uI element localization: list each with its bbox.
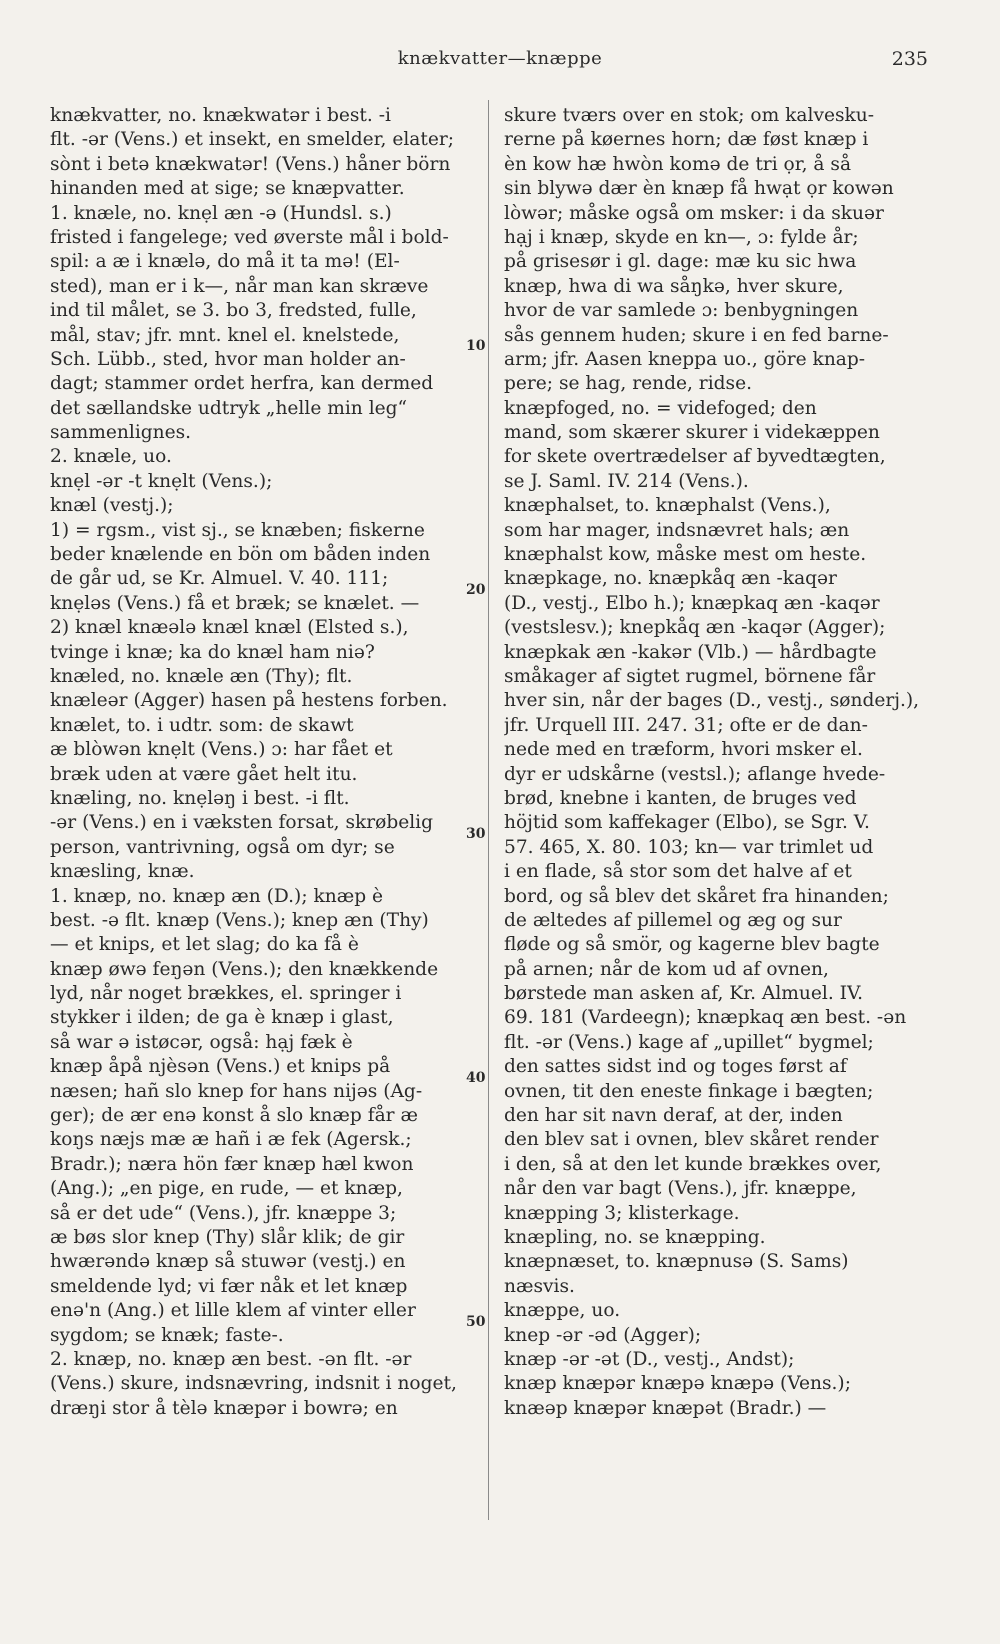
text-line: den blev sat i ovnen, blev skåret render [504,1129,879,1151]
line-number-40: 40 [466,1070,486,1086]
text-line: på grisesør i gl. dage: mæ ku sic hwa [504,251,857,273]
text-line: sin blywə dær èn knæp få hwạt ọr kowən [504,178,894,200]
text-line: på arnen; når de kom ud af ovnen, [504,958,829,980]
text-line: knep -ər -əd (Agger); [504,1324,702,1346]
text-line: dagt; stammer ordet herfra, kan dermed [50,373,434,395]
text-line: knæpping 3; klisterkage. [504,1202,740,1224]
text-line: — et knips, et let slag; do ka få è [50,934,359,956]
text-line: knæp åpå njèsən (Vens.) et knips på [50,1056,391,1078]
text-line: når den var bagt (Vens.), jfr. knæppe, [504,1178,857,1200]
text-line: knæpnæset, to. knæpnusə (S. Sams) [504,1251,849,1273]
text-line: æ bøs slor knep (Thy) slår klik; de gir [50,1226,405,1248]
text-line: i en flade, så stor som det halve af et [504,861,852,883]
text-line: Bradr.); næra hön fær knæp hæl kwon [50,1153,414,1175]
text-line: 69. 181 (Vardeegn); knæpkaq æn best. -ən [504,1007,907,1029]
text-line: 2. knæp, no. knæp æn best. -ən flt. -ər [50,1348,412,1370]
text-line: beder knælende en bön om båden inden [50,544,431,566]
text-line: höjtid som kaffekager (Elbo), se Sgr. V. [504,812,870,834]
text-line: person, vantrivning, også om dyr; se [50,836,395,858]
text-line: (Vens.) skure, indsnævring, indsnit i noget, [50,1373,457,1395]
text-line: knælet, to. i udtr. som: de skawt [50,714,354,736]
text-line: fløde og så smör, og kagerne blev bagte [504,934,880,956]
text-line: bræk uden at være gået helt itu. [50,763,358,785]
line-number-10: 10 [466,338,486,354]
text-line: de går ud, se Kr. Almuel. V. 40. 111; [50,568,389,590]
text-line: hvor de var samlede ɔ: benbygningen [504,300,859,322]
text-line: knæphalset, to. knæphalst (Vens.), [504,495,831,517]
text-line: knæpkak æn -kakər (Vlb.) — hårdbagte [504,641,877,663]
text-line: jfr. Urquell III. 247. 31; ofte er de dan- [504,714,868,736]
right-column [504,104,932,1421]
text-line: koŋs næjs mæ æ hañ i æ fek (Agersk.; [50,1129,412,1151]
text-line: børstede man asken af, Kr. Almuel. IV. [504,983,864,1005]
text-line: knæling, no. knẹləŋ i best. -i flt. [50,787,350,809]
text-line: flt. -ər (Vens.) et insekt, en smelder, elater; [50,129,455,151]
text-line: i den, så at den let kunde brækkes over, [504,1153,882,1175]
text-line: lòwər; måske også om msker: i da skuər [504,202,884,224]
text-line: knæpling, no. se knæpping. [504,1226,766,1248]
text-line: se J. Saml. IV. 214 (Vens.). [504,470,749,492]
text-line: knẹləs (Vens.) få et bræk; se knælet. — [50,592,420,614]
text-line: 2. knæle, uo. [50,446,172,468]
page-number: 235 [891,48,928,70]
text-line: hwærəndə knæp så stuwər (vestj.) en [50,1251,406,1273]
text-line: (D., vestj., Elbo h.); knæpkaq æn -kaqər [504,592,880,614]
text-line: knæpkage, no. knæpkåq æn -kaqər [504,568,837,590]
text-line: for skete overtrædelser af byvedtægten, [504,446,886,468]
text-line: æ blòwən knẹlt (Vens.) ɔ: har fået et [50,739,393,761]
text-line: hver sin, når der bages (D., vestj., sønderj.), [504,690,920,712]
text-line: -ər (Vens.) en i væksten forsat, skrøbelig [50,812,434,834]
text-line: Sch. Lübb., sted, hvor man holder an- [50,348,406,370]
text-line: 57. 465, X. 80. 103; kn— var trimlet ud [504,836,874,858]
text-line: brød, knebne i kanten, de bruges ved [504,787,857,809]
text-line: dyr er udskårne (vestsl.); aflange hvede- [504,763,886,785]
text-line: knæphalst kow, måske mest om heste. [504,544,867,566]
text-line: flt. -ər (Vens.) kage af „upillet“ bygmel; [504,1031,874,1053]
text-line: tvinge i knæ; ka do knæl ham niə? [50,641,375,663]
text-line: enə'n (Ang.) et lille klem af vinter eller [50,1300,416,1322]
text-line: knækvatter, no. knækwatər i best. -i [50,105,391,126]
text-line: mål, stav; jfr. mnt. knel el. knelstede, [50,324,400,346]
text-line: næsvis. [504,1275,575,1297]
text-line: mand, som skærer skurer i videkæppen [504,422,880,444]
running-title: knækvatter—knæppe [397,48,603,69]
text-line: det sællandske udtryk „helle min leg“ [50,397,408,419]
left-column [50,104,478,1421]
text-line: de æltedes af pillemel og æg og sur [504,909,842,931]
text-line: (Ang.); „en pige, en rude, — et knæp, [50,1178,403,1200]
text-line: småkager af sigtet rugmel, börnene får [504,665,876,687]
text-line: knæl (vestj.); [50,495,174,517]
text-line: best. -ə flt. knæp (Vens.); knep æn (Thy) [50,909,429,931]
text-line: stykker i ilden; de ga è knæp i glast, [50,1007,394,1029]
line-number-50: 50 [466,1314,486,1330]
text-line: sted), man er i k—, når man kan skræve [50,275,429,297]
line-number-30: 30 [466,826,486,842]
text-line: fristed i fangelege; ved øverste mål i bold- [50,226,449,248]
text-line: 2) knæl knæələ knæl knæl (Elsted s.), [50,617,409,639]
text-line: den sattes sidst ind og toges først af [504,1056,847,1078]
line-number-20: 20 [466,582,486,598]
text-line: knæp, hwa di wa såŋkə, hver skure, [504,275,844,297]
text-line: knæp knæpər knæpə knæpə (Vens.); [504,1373,851,1395]
text-line: knæppe, uo. [504,1300,621,1322]
text-line: sygdom; se knæk; faste-. [50,1324,284,1346]
text-line: den har sit navn deraf, at der, inden [504,1105,843,1127]
text-line: èn kow hæ hwòn komə de tri ọr, å så [504,153,852,175]
text-line: ovnen, tit den eneste finkage i bægten; [504,1080,874,1102]
text-line: ind til målet, se 3. bo 3, fredsted, fulle, [50,300,417,322]
text-line: 1. knæle, no. knẹl æn -ə (Hundsl. s.) [50,202,392,224]
text-line: knæleər (Agger) hasen på hestens forben. [50,690,448,712]
text-line: spil: a æ i knælə, do må it ta mə! (El- [50,251,400,273]
text-line: skure tværs over en stok; om kalvesku- [504,105,875,126]
text-line: sònt i betə knækwatər! (Vens.) håner börn [50,153,451,175]
text-line: smeldende lyd; vi fær nåk et let knæp [50,1275,408,1297]
text-line: dræŋi stor å tèlə knæpər i bowrə; en [50,1397,398,1419]
text-line: så er det ude“ (Vens.), jfr. knæppe 3; [50,1202,397,1224]
text-line: 1. knæp, no. knæp æn (D.); knæp è [50,885,384,907]
text-line: knẹl -ər -t knẹlt (Vens.); [50,470,273,492]
text-line: 1) = rgsm., vist sj., se knæben; fiskerne [50,519,425,541]
text-line: rerne på køernes horn; dæ føst knæp i [504,129,869,151]
text-line: hạj i knæp, skyde en kn—, ɔ: fylde år; [504,226,859,248]
text-line: bord, og så blev det skåret fra hinanden; [504,885,889,907]
text-line: knæpfoged, no. = videfoged; den [504,397,817,419]
text-line: næsen; hañ slo knep for hans nijəs (Ag- [50,1080,423,1102]
text-line: (vestslesv.); knepkåq æn -kaqər (Agger); [504,617,886,639]
text-line: arm; jfr. Aasen kneppa uo., göre knap- [504,348,866,370]
text-line: knæsling, knæ. [50,861,195,883]
text-line: knæəp knæpər knæpət (Bradr.) — [504,1397,827,1419]
text-line: hinanden med at sige; se knæpvatter. [50,178,405,200]
text-line: knæled, no. knæle æn (Thy); flt. [50,665,353,687]
text-line: pere; se hag, rende, ridse. [504,373,753,395]
text-line: sås gennem huden; skure i en fed barne- [504,324,889,346]
text-line: nede med en træform, hvori msker el. [504,739,863,761]
text-line: som har mager, indsnævret hals; æn [504,519,850,541]
text-line: knæp -ər -ət (D., vestj., Andst); [504,1348,795,1370]
text-line: ger); de ær enə konst å slo knæp får æ [50,1105,418,1127]
page-header [0,48,1000,78]
text-line: knæp øwə feŋən (Vens.); den knækkende [50,958,439,980]
text-line: sammenlignes. [50,422,192,444]
text-line: lyd, når noget brækkes, el. springer i [50,983,402,1005]
column-divider [488,100,489,1520]
text-line: så war ə istøcər, også: hạj fæk è [50,1031,353,1053]
